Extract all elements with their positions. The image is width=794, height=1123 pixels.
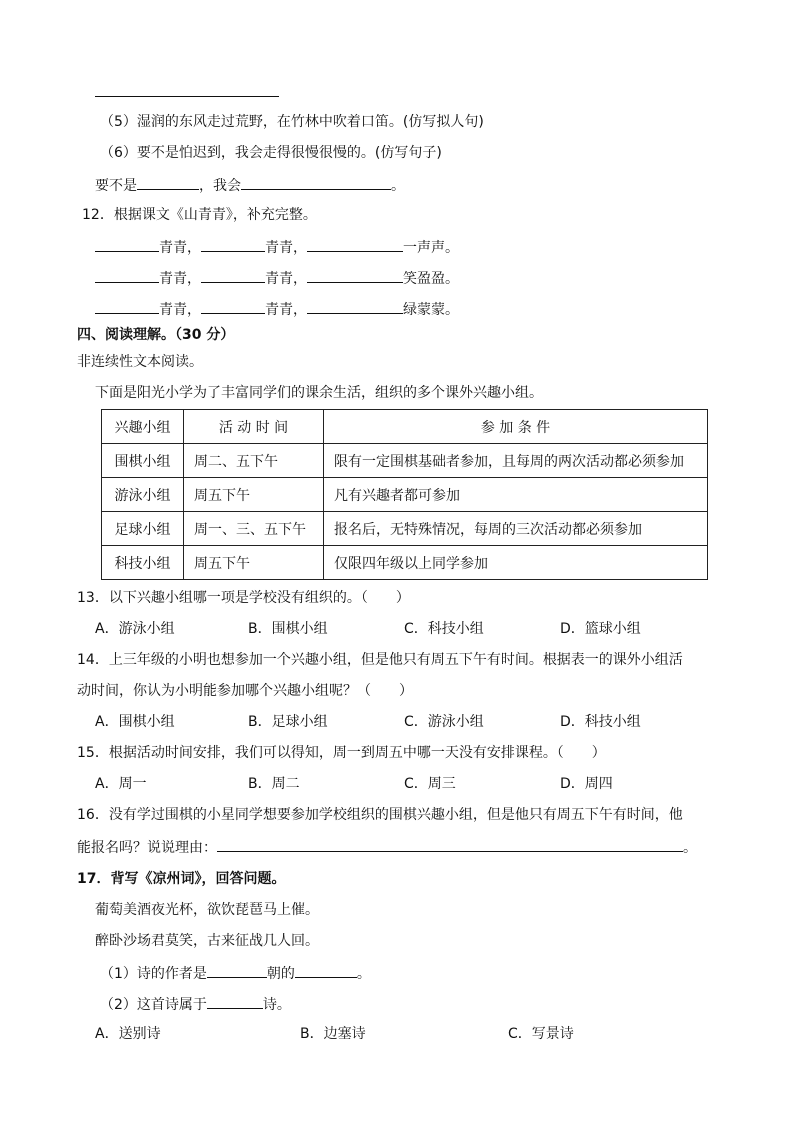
qing-text: 青青， — [159, 302, 201, 318]
blank[interactable] — [307, 267, 403, 283]
q13-text: 13．以下兴趣小组哪一项是学校没有组织的。（ ） — [77, 590, 410, 606]
cell-group: 围棋小组 — [102, 444, 184, 478]
sub1-prefix: （1）诗的作者是 — [100, 966, 207, 982]
sub2-end: 诗。 — [262, 997, 291, 1013]
q16-line1: 16．没有学过围棋的小星同学想要参加学校组织的围棋兴趣小组，但是他只有周五下午有时间，他 — [77, 807, 683, 823]
section-heading: 四、阅读理解。（30 分） — [77, 327, 235, 343]
blank[interactable] — [201, 298, 265, 314]
blank[interactable] — [241, 174, 391, 190]
q17-sub2 — [100, 993, 291, 1013]
blank[interactable] — [307, 236, 403, 252]
q13-option-a[interactable]: A．游泳小组 — [95, 621, 175, 637]
q15-option-a[interactable]: A．周一 — [95, 776, 147, 792]
cell-condition: 凡有兴趣者都可参加 — [324, 478, 708, 512]
blank[interactable] — [207, 962, 267, 978]
q14-line1: 14．上三年级的小明也想参加一个兴趣小组，但是他只有周五下午有时间。根据表一的课外小组活 — [77, 652, 683, 668]
q14-line2: 动时间，你认为小明能参加哪个兴趣小组呢？（ ） — [77, 683, 413, 699]
fill-middle: ，我会 — [199, 178, 241, 194]
q12-title: 12．根据课文《山青青》，补充完整。 — [82, 207, 317, 223]
blank[interactable] — [95, 236, 159, 252]
q14-option-c[interactable]: C．游泳小组 — [404, 714, 484, 730]
q17-option-a[interactable]: A．送别诗 — [95, 1026, 161, 1042]
qing-text: 青青， — [159, 240, 201, 256]
blank[interactable] — [295, 962, 357, 978]
table-row — [102, 546, 708, 580]
q12-row — [95, 236, 459, 256]
fill-prefix: 要不是 — [95, 178, 137, 194]
q13-option-c[interactable]: C．科技小组 — [404, 621, 484, 637]
sub1-middle: 朝的 — [266, 966, 295, 982]
q13-option-d[interactable]: D．篮球小组 — [560, 621, 641, 637]
cell-time: 周五下午 — [184, 478, 324, 512]
cell-condition: 报名后，无特殊情况，每周的三次活动都必须参加 — [324, 512, 708, 546]
table-row — [102, 444, 708, 478]
q12-row — [95, 298, 459, 318]
qing-text: 青青， — [265, 240, 307, 256]
header-condition: 参 加 条 件 — [324, 410, 708, 444]
q12-row — [95, 267, 459, 287]
sub1-end: 。 — [356, 966, 371, 982]
blank[interactable] — [201, 267, 265, 283]
reason-blank[interactable] — [217, 836, 683, 852]
q17-option-b[interactable]: B．边塞诗 — [300, 1026, 366, 1042]
table-row — [102, 512, 708, 546]
cell-condition: 限有一定围棋基础者参加，且每周的两次活动都必须参加 — [324, 444, 708, 478]
q11-fill-line — [95, 174, 405, 194]
q11-item5: （5）湿润的东风走过荒野，在竹林中吹着口笛。(仿写拟人句) — [100, 114, 484, 130]
cell-group: 科技小组 — [102, 546, 184, 580]
row-end: 绿蒙蒙。 — [403, 302, 459, 318]
blank[interactable] — [95, 298, 159, 314]
q14-option-b[interactable]: B．足球小组 — [248, 714, 328, 730]
q15-text: 15．根据活动时间安排，我们可以得知，周一到周五中哪一天没有安排课程。（ ） — [77, 745, 606, 761]
poem-line-2: 醉卧沙场君莫笑，古来征战几人回。 — [95, 933, 319, 949]
poem-line-1: 葡萄美酒夜光杯，欲饮琵琶马上催。 — [95, 902, 319, 918]
q15-option-c[interactable]: C．周三 — [404, 776, 456, 792]
q11-item6: （6）要不是怕迟到，我会走得很慢很慢的。(仿写句子) — [100, 145, 442, 161]
row-end: 笑盈盈。 — [403, 271, 459, 287]
q17-option-c[interactable]: C．写景诗 — [508, 1026, 574, 1042]
q13-option-b[interactable]: B．围棋小组 — [248, 621, 328, 637]
qing-text: 青青， — [265, 271, 307, 287]
qing-text: 青青， — [159, 271, 201, 287]
q14-option-d[interactable]: D．科技小组 — [560, 714, 641, 730]
sub2-prefix: （2）这首诗属于 — [100, 997, 207, 1013]
blank[interactable] — [307, 298, 403, 314]
header-time: 活 动 时 间 — [184, 410, 324, 444]
q14-option-a[interactable]: A．围棋小组 — [95, 714, 175, 730]
q15-option-b[interactable]: B．周二 — [248, 776, 300, 792]
blank[interactable] — [137, 174, 199, 190]
table-header-row — [102, 410, 708, 444]
qing-text: 青青， — [265, 302, 307, 318]
q16-line2 — [77, 836, 697, 856]
q17-title: 17．背写《凉州词》，回答问题。 — [77, 871, 286, 887]
cell-group: 游泳小组 — [102, 478, 184, 512]
cell-time: 周五下午 — [184, 546, 324, 580]
q15-option-d[interactable]: D．周四 — [560, 776, 613, 792]
table-row — [102, 478, 708, 512]
header-group: 兴趣小组 — [102, 410, 184, 444]
q17-sub1 — [100, 962, 371, 982]
blank[interactable] — [95, 267, 159, 283]
q16-end: 。 — [683, 840, 697, 856]
interest-group-table — [101, 409, 708, 580]
cell-time: 周二、五下午 — [184, 444, 324, 478]
cell-time: 周一、三、五下午 — [184, 512, 324, 546]
blank[interactable] — [201, 236, 265, 252]
answer-line — [95, 96, 279, 97]
fill-end: 。 — [391, 178, 405, 194]
section-subheading: 非连续性文本阅读。 — [77, 354, 203, 370]
blank[interactable] — [207, 993, 263, 1009]
cell-group: 足球小组 — [102, 512, 184, 546]
q16-prefix: 能报名吗？说说理由： — [77, 840, 217, 856]
cell-condition: 仅限四年级以上同学参加 — [324, 546, 708, 580]
table-intro: 下面是阳光小学为了丰富同学们的课余生活，组织的多个课外兴趣小组。 — [95, 385, 543, 401]
row-end: 一声声。 — [403, 240, 459, 256]
